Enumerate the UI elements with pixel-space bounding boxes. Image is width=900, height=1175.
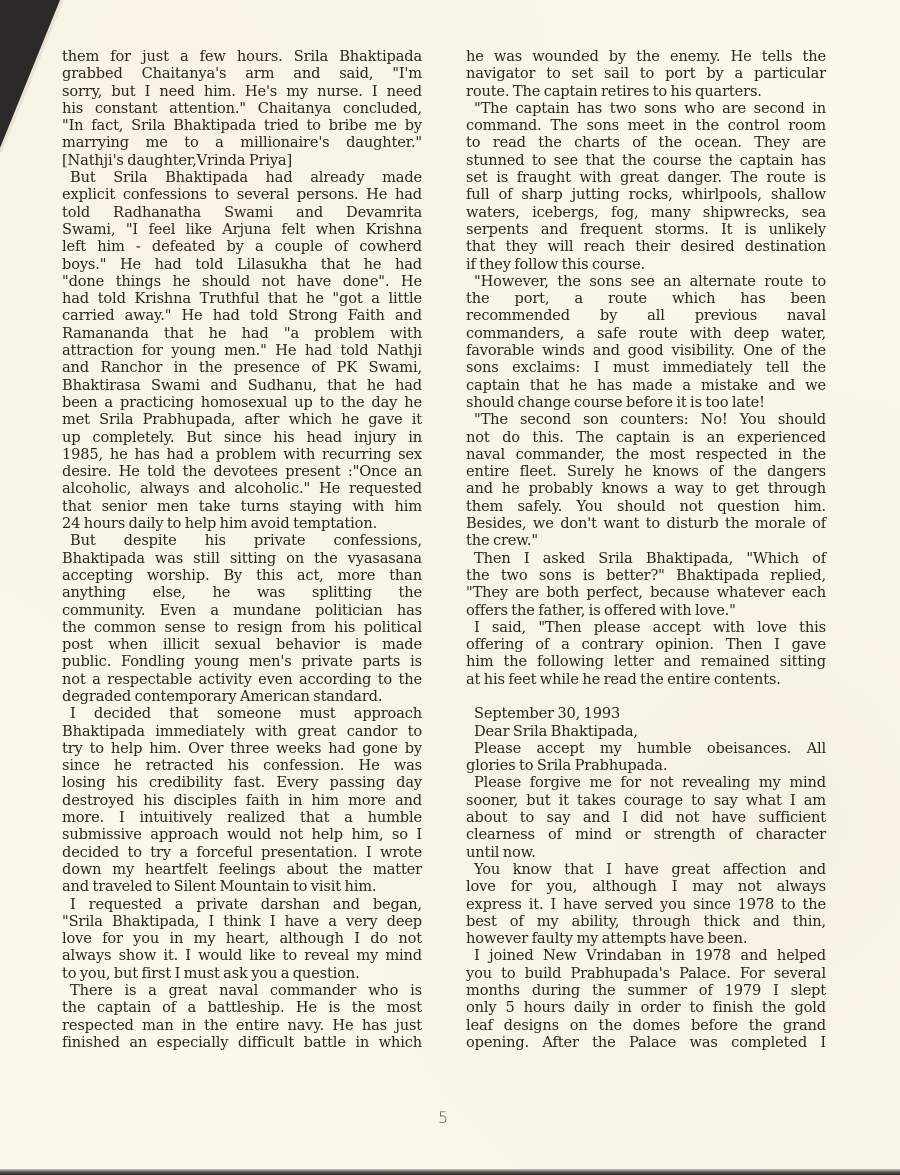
text-line: if they follow this course. (466, 255, 646, 273)
text-line: route. The captain retires to his quarters. (466, 82, 762, 100)
scan-bottom-edge (0, 1169, 900, 1175)
text-line: glories to Srila Prabhupada. (466, 757, 668, 775)
text-line: you to build Prabhupada's Palace. For several (466, 964, 826, 982)
text-line: his constant attention." Chaitanya concluded, (62, 99, 422, 117)
text-line: had told Krishna Truthful that he "got a little (62, 290, 422, 308)
text-line: "Srila Bhaktipada, I think I have a very deep (62, 912, 422, 930)
text-line: stunned to see that the course the captain has (466, 151, 826, 169)
text-line: not a respectable activity even according to the (62, 670, 422, 688)
text-line: I decided that someone must approach (70, 705, 422, 723)
text-line: losing his credibility fast. Every passing day (62, 774, 422, 792)
text-line: accepting worship. By this act, more than (62, 566, 422, 584)
text-line: since he retracted his confession. He was (62, 757, 422, 775)
text-line: down my heartfelt feelings about the matter (62, 860, 422, 878)
text-line: "The captain has two sons who are second in (474, 99, 826, 117)
text-line: serpents and frequent storms. It is unlikely (466, 220, 826, 238)
text-line: I said, "Then please accept with love this (474, 618, 826, 636)
text-line: Besides, we don't want to disturb the morale of (466, 515, 826, 533)
text-line: But Srila Bhaktipada had already made (70, 169, 422, 187)
text-line: told Radhanatha Swami and Devamrita (62, 203, 422, 221)
text-line: "However, the sons see an alternate route to (474, 272, 826, 290)
text-line: "done things he should not have done". He (62, 272, 422, 290)
text-line: should change course before it is too late! (466, 393, 765, 411)
text-line: alcoholic, always and alcoholic." He requested (62, 480, 422, 498)
text-line: to you, but first I must ask you a question. (62, 964, 360, 982)
text-line: him the following letter and remained sitting (466, 653, 826, 671)
text-line: anything else, he was splitting the (62, 584, 422, 602)
text-line: clearness of mind or strength of character (466, 826, 826, 844)
text-line: sons exclaims: I must immediately tell the (466, 359, 826, 377)
text-line: best of my ability, through thick and thin, (466, 912, 826, 930)
text-line: "In fact, Srila Bhaktipada tried to bribe me by (62, 117, 422, 135)
left-text-column (62, 48, 422, 1051)
text-line: the crew." (466, 532, 538, 550)
text-line: Please accept my humble obeisances. All (474, 739, 826, 757)
text-line: sorry, but I need him. He's my nurse. I need (62, 82, 422, 100)
text-line: only 5 hours daily in order to finish the gold (466, 999, 826, 1017)
text-line: Bhaktipada immediately with great candor to (62, 722, 422, 740)
text-line: attraction for young men." He had told Nathji (62, 342, 422, 360)
text-line: September 30, 1993 (474, 705, 621, 723)
text-line: to read the charts of the ocean. They are (466, 134, 826, 152)
text-line: entire fleet. Surely he knows of the dangers (466, 463, 826, 481)
text-line: waters, icebergs, fog, many shipwrecks, sea (466, 203, 826, 221)
text-line: Then I asked Srila Bhaktipada, "Which of (474, 549, 826, 567)
text-line: recommended by all previous naval (466, 307, 826, 325)
text-line: "The second son counters: No! You should (474, 411, 826, 429)
text-line: the port, a route which has been (466, 290, 826, 308)
text-line: command. The sons meet in the control room (466, 117, 826, 135)
text-line: love for you, although I may not always (466, 878, 826, 896)
text-line: public. Fondling young men's private parts is (62, 653, 422, 671)
text-line: finished an especially difficult battle in which (62, 1033, 422, 1051)
text-line: up completely. But since his head injury in (62, 428, 422, 446)
text-line: post when illicit sexual behavior is made (62, 636, 422, 654)
text-line: But despite his private confessions, (70, 532, 422, 550)
text-line: met Srila Prabhupada, after which he gave it (62, 411, 422, 429)
text-line: left him - defeated by a couple of cowherd (62, 238, 422, 256)
text-line: carried away." He had told Strong Faith and (62, 307, 422, 325)
text-line: been a practicing homosexual up to the day he (62, 393, 422, 411)
text-line: the two sons is better?" Bhaktipada replied, (466, 566, 826, 584)
text-line: decided to try a forceful presentation. I wrote (62, 843, 422, 861)
text-line: about to say and I did not have sufficient (466, 809, 826, 827)
text-line: the common sense to resign from his political (62, 618, 422, 636)
text-line: and traveled to Silent Mountain to visit him. (62, 878, 377, 896)
text-line: marrying me to a millionaire's daughter." (62, 134, 422, 152)
text-line: at his feet while he read the entire contents. (466, 670, 781, 688)
text-line: There is a great naval commander who is (70, 982, 422, 1000)
text-line: Bhaktipada was still sitting on the vyasasana (62, 549, 422, 567)
text-line: Ramananda that he had "a problem with (62, 324, 422, 342)
text-line: respected man in the entire navy. He has just (62, 1016, 422, 1034)
text-line: I joined New Vrindaban in 1978 and helped (474, 947, 826, 965)
text-line: sooner, but it takes courage to say what I am (466, 791, 826, 809)
text-line: submissive approach would not help him, so I (62, 826, 422, 844)
text-line: that they will reach their desired destination (466, 238, 826, 256)
text-line: not do this. The captain is an experienced (466, 428, 826, 446)
text-line: commanders, a safe route with deep water, (466, 324, 826, 342)
text-line: Please forgive me for not revealing my mind (474, 774, 826, 792)
text-line: desire. He told the devotees present :"Once an (62, 463, 422, 481)
text-line: offering of a contrary opinion. Then I gave (466, 636, 826, 654)
text-line: community. Even a mundane politician has (62, 601, 422, 619)
text-line: navigator to set sail to port by a particular (466, 65, 826, 83)
text-line: boys." He had told Lilasukha that he had (62, 255, 422, 273)
text-line: destroyed his disciples faith in him more and (62, 791, 422, 809)
text-line: love for you in my heart, although I do not (62, 930, 422, 948)
text-line: explicit confessions to several persons. He had (62, 186, 422, 204)
text-line: and he probably knows a way to get through (466, 480, 826, 498)
text-line: I requested a private darshan and began, (70, 895, 422, 913)
scan-shadow-corner (0, 0, 70, 170)
text-line: Bhaktirasa Swami and Sudhanu, that he had (62, 376, 422, 394)
text-line: and Ranchor in the presence of PK Swami, (62, 359, 422, 377)
text-line: "They are both perfect, because whatever each (466, 584, 826, 602)
text-line: You know that I have great affection and (474, 860, 826, 878)
text-line: 24 hours daily to help him avoid temptation. (62, 515, 378, 533)
text-line: try to help him. Over three weeks had gone by (62, 739, 422, 757)
text-line: set is fraught with great danger. The route is (466, 169, 826, 187)
text-line: captain that he has made a mistake and we (466, 376, 826, 394)
text-line: opening. After the Palace was completed I (466, 1033, 826, 1051)
text-line: he was wounded by the enemy. He tells the (466, 48, 826, 65)
text-line: however faulty my attempts have been. (466, 930, 748, 948)
text-line: the captain of a battleship. He is the most (62, 999, 422, 1017)
text-line: offers the father, is offered with love." (466, 601, 736, 619)
text-line: more. I intuitively realized that a humble (62, 809, 422, 827)
text-line: 1985, he has had a problem with recurring sex (62, 445, 422, 463)
text-line: them for just a few hours. Srila Bhaktipada (62, 48, 422, 65)
page-number: 5 (438, 1108, 449, 1127)
text-line: degraded contemporary American standard. (62, 687, 383, 705)
text-line (466, 688, 826, 705)
text-line: full of sharp jutting rocks, whirlpools, shallow (466, 186, 826, 204)
text-line: leaf designs on the domes before the grand (466, 1016, 826, 1034)
text-line: Swami, "I feel like Arjuna felt when Krishna (62, 220, 422, 238)
right-text-column (466, 48, 826, 1051)
text-line: them safely. You should not question him. (466, 497, 826, 515)
text-line: [Nathji's daughter,Vrinda Priya] (62, 151, 293, 169)
text-line: until now. (466, 843, 536, 861)
text-line: that senior men take turns staying with him (62, 497, 422, 515)
text-line: months during the summer of 1979 I slept (466, 982, 826, 1000)
text-line: naval commander, the most respected in the (466, 445, 826, 463)
text-line: Dear Srila Bhaktipada, (474, 722, 638, 740)
text-line: always show it. I would like to reveal my mind (62, 947, 422, 965)
text-line: favorable winds and good visibility. One of the (466, 342, 826, 360)
text-line: express it. I have served you since 1978 to the (466, 895, 826, 913)
text-line: grabbed Chaitanya's arm and said, "I'm (62, 65, 422, 83)
